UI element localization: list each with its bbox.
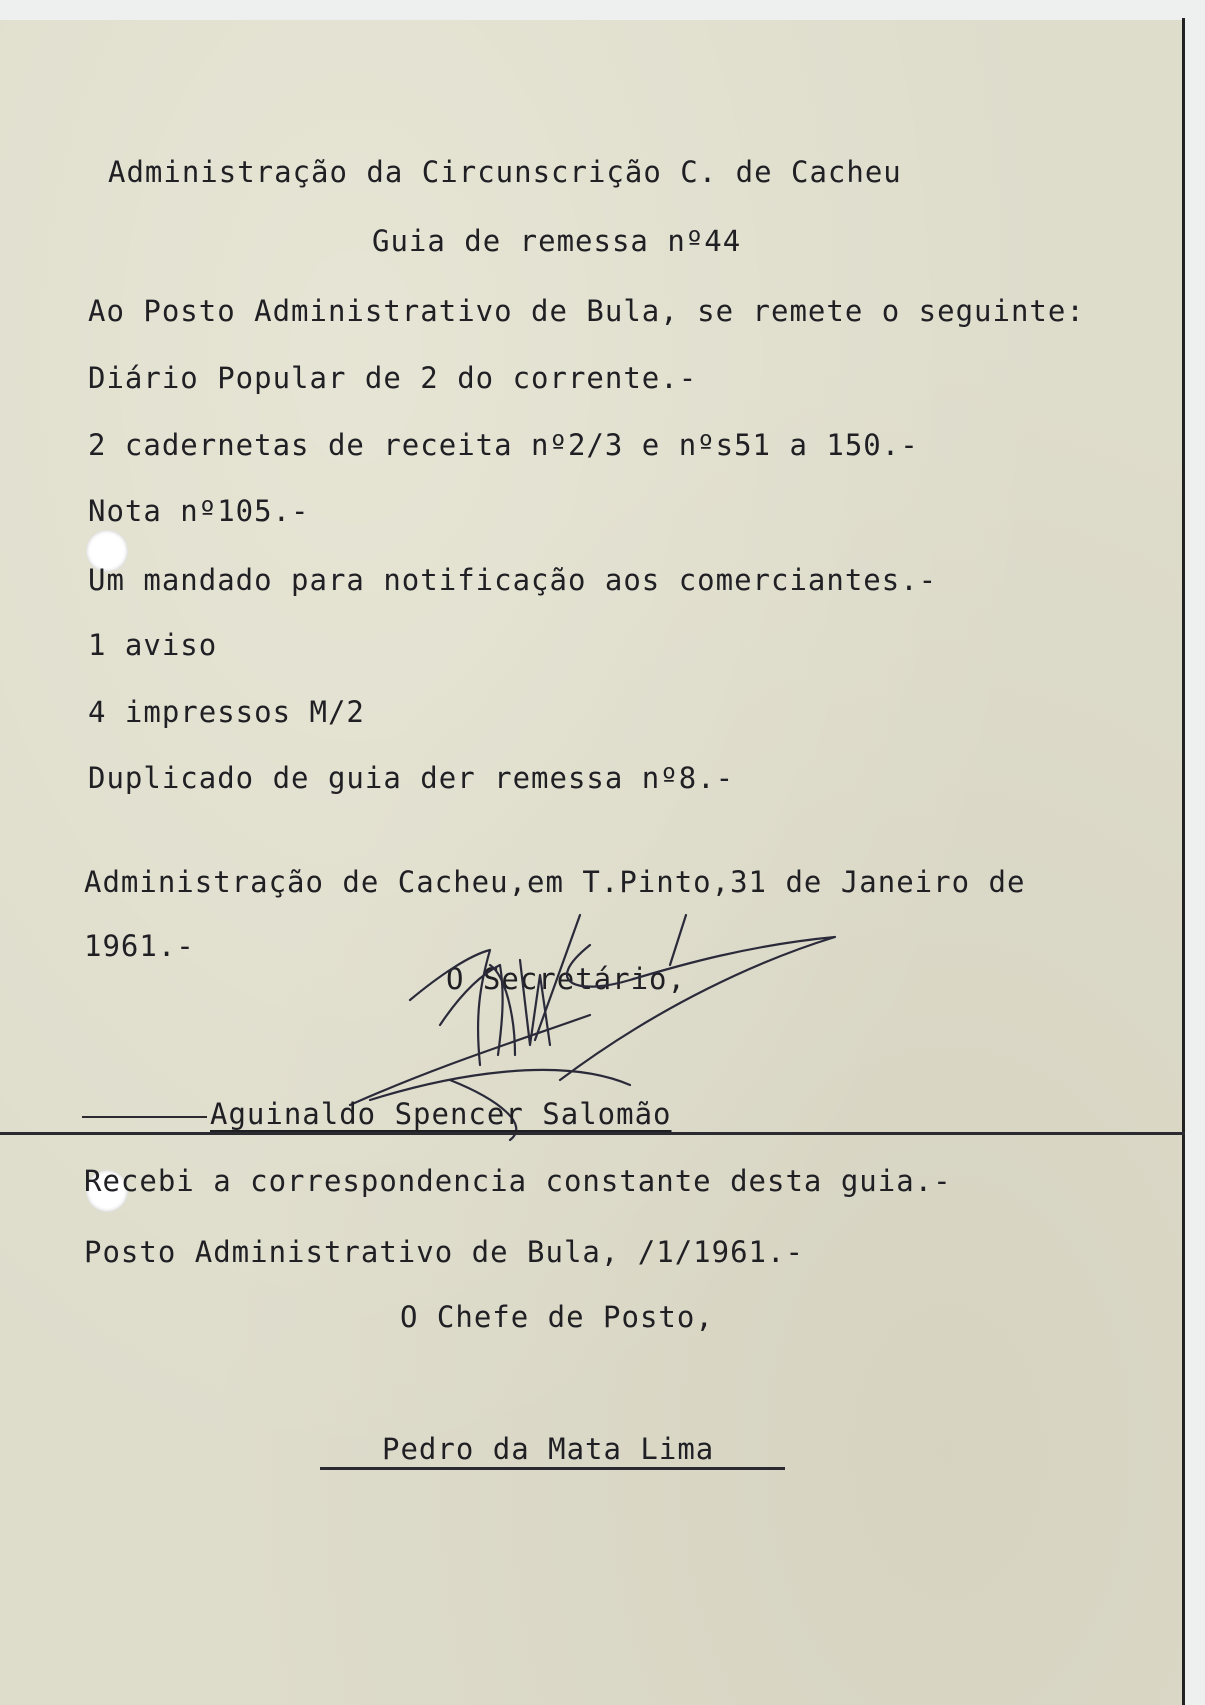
- list-item: Duplicado de guia der remessa nº8.-: [88, 761, 735, 795]
- chief-name-underline: [320, 1467, 785, 1470]
- list-item: Um mandado para notificação aos comerciantes.-: [88, 563, 938, 597]
- document-header: Administração da Circunscrição C. de Cacheu: [108, 155, 902, 189]
- list-item: 2 cadernetas de receita nº2/3 e nºs51 a 150.-: [88, 428, 919, 462]
- place-date-line: Administração de Cacheu,em T.Pinto,31 de Janeiro de: [84, 865, 1026, 899]
- place-date-year: 1961.-: [84, 929, 195, 963]
- secretary-name: Aguinaldo Spencer Salomão: [210, 1097, 672, 1131]
- list-item: Diário Popular de 2 do corrente.-: [88, 361, 698, 395]
- receipt-line: Recebi a correspondencia constante desta guia.-: [84, 1164, 952, 1198]
- section-divider: [0, 1132, 1185, 1135]
- chief-title: O Chefe de Posto,: [400, 1300, 714, 1334]
- signature-underline: [82, 1116, 207, 1118]
- secretary-title: O Secretário,: [446, 962, 686, 996]
- chief-name: Pedro da Mata Lima: [382, 1432, 715, 1466]
- page-edge: [1182, 18, 1185, 1705]
- list-item: 1 aviso: [88, 628, 218, 662]
- list-item: Nota nº105.-: [88, 494, 310, 528]
- document-title: Guia de remessa nº44: [372, 224, 742, 258]
- list-item: 4 impressos M/2: [88, 695, 365, 729]
- intro-line: Ao Posto Administrativo de Bula, se remete o seguinte:: [88, 294, 1085, 328]
- receipt-place-date: Posto Administrativo de Bula, /1/1961.-: [84, 1235, 804, 1269]
